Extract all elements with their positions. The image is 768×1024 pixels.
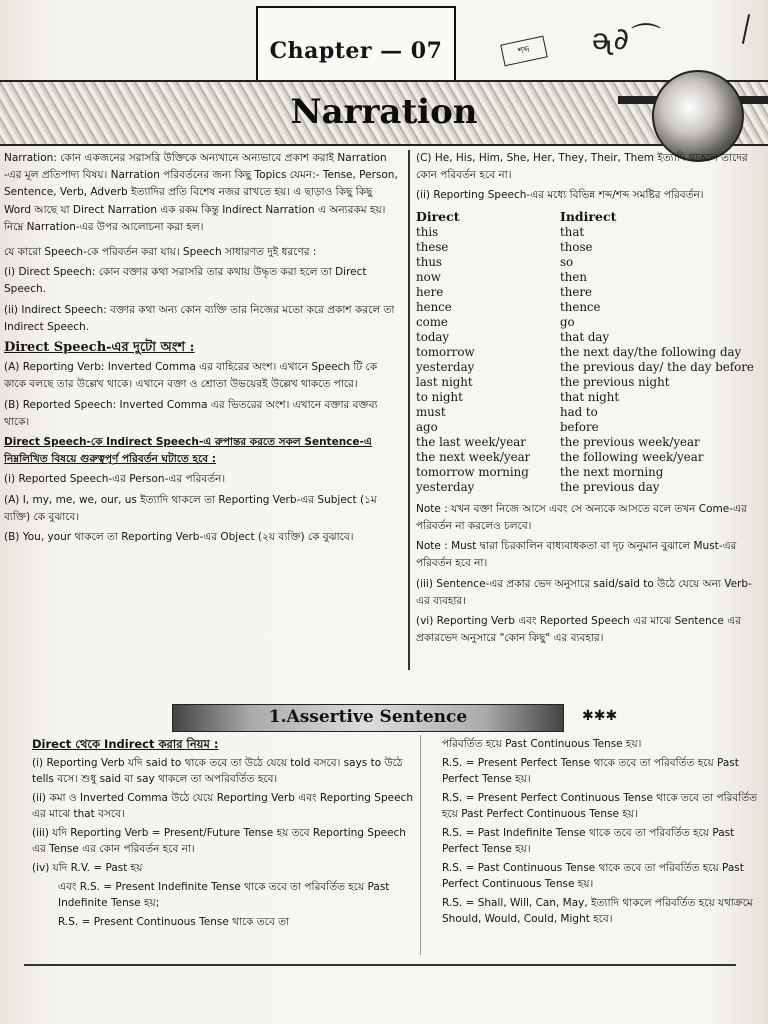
rule-present-rv: (iii) যদি Reporting Verb = Present/Future Tense হয় তবে Reporting Speech এর Tense এর কোন পরিবর্তন হবে না। bbox=[32, 827, 406, 855]
indirect-word: that day bbox=[560, 329, 610, 344]
intro-paragraph: Narration: কোন একজনের সরাসরি উক্তিকে অন্যখানে অন্যভাবে প্রকাশ করাই Narration -এর মূল প্রতিপাদ্য বিষয়। Narration পরিবর্তনের জন্য কিছু Topics যেমন:- Tense, Person, Sentence, Verb, Adverb ইত্যাদির প্রতি বিশেষ নজর রাখতে হয়। এ ছাড়াও কিছু কিছু Word আছে যা Direct Narration এক রকম কিন্তু Indirect Narration এ অন্যরকম হয়। নিম্নে Narration-এর উপর আলোচনা করা হল। bbox=[4, 152, 398, 233]
globe-icon bbox=[652, 70, 744, 162]
direct-word: hence bbox=[416, 299, 452, 314]
word-row bbox=[416, 255, 762, 270]
direct-cell bbox=[416, 480, 560, 495]
rule-comma: (ii) কমা ও Inverted Comma উঠে যেয়ে Reporting Verb এবং Reporting Speech এর মাঝে that বসবে। bbox=[32, 792, 413, 820]
indirect-word: go bbox=[560, 314, 575, 329]
part-a: (A) Reporting Verb: Inverted Comma এর বাহিরের অংশ। এখানে Speech টি কে কাকে বলছে তার উল্লেখ থাকে। এখানে বক্তা ও শ্রোতা উভয়েরই উল্লেখ থাকতে পারে। bbox=[4, 361, 378, 391]
direct-word: thus bbox=[416, 254, 442, 269]
direct-word: the next week/year bbox=[416, 449, 531, 464]
rule-second-person: (B) You, your থাকলে তা Reporting Verb-এর Object (২য় ব্যক্তি) কে বুঝাবে। bbox=[4, 531, 354, 544]
word-row bbox=[416, 240, 762, 255]
indirect-word: that bbox=[560, 224, 585, 239]
rule-present-indefinite: এবং R.S. = Present Indefinite Tense থাকে তবে তা পরিবর্তিত হয়ে Past Indefinite Tense হয়; bbox=[58, 881, 390, 909]
pen-mark bbox=[742, 14, 750, 44]
rule-word-change: (ii) Reporting Speech-এর মধ্যে বিভিন্ন শব্দ/শব্দ সমষ্টির পরিবর্তন। bbox=[416, 189, 704, 202]
direct-word: today bbox=[416, 329, 450, 344]
direct-word: must bbox=[416, 404, 446, 419]
indirect-word: before bbox=[560, 419, 599, 434]
direct-cell bbox=[416, 465, 560, 480]
direct-word: now bbox=[416, 269, 441, 284]
direct-cell bbox=[416, 390, 560, 405]
direct-cell bbox=[416, 405, 560, 420]
indirect-word: those bbox=[560, 239, 593, 254]
indirect-word: the next morning bbox=[560, 464, 664, 479]
indirect-word: then bbox=[560, 269, 587, 284]
direct-word: last night bbox=[416, 374, 473, 389]
direct-cell bbox=[416, 300, 560, 315]
section-title: 1.Assertive Sentence bbox=[268, 707, 468, 727]
word-row bbox=[416, 225, 762, 240]
word-table bbox=[416, 225, 762, 495]
word-row bbox=[416, 285, 762, 300]
direct-cell bbox=[416, 285, 560, 300]
indirect-word: thence bbox=[560, 299, 601, 314]
word-row bbox=[416, 300, 762, 315]
direct-speech-heading: Direct Speech-এর দুটো অংশ : bbox=[4, 340, 195, 356]
column-divider bbox=[408, 150, 410, 670]
conversion-heading: Direct Speech-কে Indirect Speech-এ রুপান্তর করতে সকল Sentence-এ নিম্নলিখিত বিষয়ে গুরুত্বপূর্ণ পরিবর্তন ঘটাতে হবে : bbox=[4, 436, 372, 466]
rule-present-perfect: R.S. = Present Perfect Tense থাকে তবে তা পরিবর্তিত হয়ে Past Perfect Tense হয়। bbox=[442, 757, 739, 785]
right-column bbox=[416, 150, 762, 650]
page-title: Narration bbox=[290, 92, 478, 132]
chapter-label: Chapter — 07 bbox=[269, 38, 443, 64]
direct-word: come bbox=[416, 314, 448, 329]
indirect-word: that night bbox=[560, 389, 620, 404]
rules-heading: Direct থেকে Indirect করার নিয়ম : bbox=[32, 737, 219, 751]
rule-person: (i) Reported Speech-এর Person-এর পরিবর্তন। bbox=[4, 473, 226, 486]
bottom-rule bbox=[24, 964, 736, 966]
indirect-word: the previous day bbox=[560, 479, 660, 494]
rule-past-indefinite: R.S. = Past Indefinite Tense থাকে তবে তা পরিবর্তিত হয়ে Past Perfect Tense হয়। bbox=[442, 827, 735, 855]
type-direct: (i) Direct Speech: কোন বক্তার কথা সরাসরি তার কথায় উদ্ধৃত করা হলে তা Direct Speech. bbox=[4, 266, 367, 296]
word-row bbox=[416, 345, 762, 360]
direct-column-header: Direct bbox=[416, 208, 460, 224]
direct-word: to night bbox=[416, 389, 463, 404]
indirect-word: the next day/the following day bbox=[560, 344, 742, 359]
direct-word: yesterday bbox=[416, 359, 475, 374]
indirect-column-header: Indirect bbox=[560, 208, 617, 224]
word-row bbox=[416, 390, 762, 405]
word-row bbox=[416, 450, 762, 465]
word-row bbox=[416, 315, 762, 330]
direct-cell bbox=[416, 360, 560, 375]
indirect-word: the previous week/year bbox=[560, 434, 700, 449]
direct-word: this bbox=[416, 224, 439, 239]
handwritten-scribble: ᶕ∂⌒ bbox=[592, 22, 664, 57]
column-divider-lower bbox=[420, 735, 421, 955]
indirect-word: so bbox=[560, 254, 574, 269]
direct-word: tomorrow morning bbox=[416, 464, 529, 479]
direct-cell bbox=[416, 330, 560, 345]
direct-cell bbox=[416, 255, 560, 270]
direct-word: the last week/year bbox=[416, 434, 526, 449]
rule-said-to: (i) Reporting Verb যদি said to থাকে তবে তা উঠে যেয়ে told বসবে। says to উঠে tells বসে। শুধু said বা say থাকলে তা অপরিবর্তিত হবে। bbox=[32, 757, 403, 785]
direct-cell bbox=[416, 375, 560, 390]
speech-types: যে কারো Speech-কে পরিবর্তন করা যায়। Speech সাধারণত দুই ধরণের : bbox=[4, 246, 317, 259]
direct-cell bbox=[416, 345, 560, 360]
word-row bbox=[416, 465, 762, 480]
rule-present-continuous: R.S. = Present Continuous Tense থাকে তবে তা bbox=[58, 916, 290, 928]
direct-cell bbox=[416, 435, 560, 450]
indirect-word: had to bbox=[560, 404, 598, 419]
word-row bbox=[416, 420, 762, 435]
rule-past-continuous: পরিবর্তিত হয়ে Past Continuous Tense হয়। bbox=[442, 738, 642, 750]
indirect-word: the previous night bbox=[560, 374, 670, 389]
star-decoration: ✱✱✱ bbox=[582, 708, 618, 724]
bottom-left-column bbox=[32, 736, 414, 933]
word-row bbox=[416, 330, 762, 345]
rule-first-person: (A) I, my, me, we, our, us ইত্যাদি থাকলে তা Reporting Verb-এর Subject (১ম ব্যক্তি) কে বুঝাবে। bbox=[4, 493, 377, 523]
word-row bbox=[416, 435, 762, 450]
type-indirect: (ii) Indirect Speech: বক্তার কথা অন্য কোন ব্যক্তি তার নিজের মতো করে প্রকাশ করলে তা Indirect Speech. bbox=[4, 303, 395, 333]
rule-modals: R.S. = Shall, Will, Can, May, ইত্যাদি থাকলে পরিবর্তিত হয়ে যথাক্রমে Should, Would, Could, Might হবে। bbox=[442, 897, 753, 925]
rule-past-continuous-to-perfect: R.S. = Past Continuous Tense থাকে তবে তা পরিবর্তিত হয়ে Past Perfect Continuous Tense হয়। bbox=[442, 862, 744, 890]
direct-word: yesterday bbox=[416, 479, 475, 494]
note-must: Note : Must দ্বারা চিরকালিন বাধ্যবাধকতা বা দৃঢ় অনুমান বুঝালে Must-এর পরিবর্তন হবে না। bbox=[416, 540, 737, 570]
word-row bbox=[416, 360, 762, 375]
direct-word: these bbox=[416, 239, 449, 254]
indirect-word: the previous day/ the day before bbox=[560, 359, 754, 374]
indirect-word: there bbox=[560, 284, 592, 299]
direct-word: here bbox=[416, 284, 444, 299]
direct-word: tomorrow bbox=[416, 344, 475, 359]
direct-cell bbox=[416, 270, 560, 285]
rule-past-rv: (iv) যদি R.V. = Past হয় bbox=[32, 862, 143, 874]
rule-linker: (vi) Reporting Verb এবং Reported Speech এর মাঝে Sentence এর প্রকারভেদ অনুসারে "কোন কিছু" এর ব্যবহার। bbox=[416, 615, 741, 645]
handwritten-stamp: শব্দ bbox=[500, 36, 548, 67]
direct-cell bbox=[416, 450, 560, 465]
indirect-word: the following week/year bbox=[560, 449, 704, 464]
part-b: (B) Reported Speech: Inverted Comma এর ভিতরের অংশ। এখানে বক্তার বক্তব্য থাকে। bbox=[4, 398, 378, 428]
word-row bbox=[416, 375, 762, 390]
direct-word: ago bbox=[416, 419, 438, 434]
word-row bbox=[416, 480, 762, 495]
direct-cell bbox=[416, 240, 560, 255]
word-row bbox=[416, 405, 762, 420]
direct-cell bbox=[416, 420, 560, 435]
left-column bbox=[4, 150, 400, 549]
word-row bbox=[416, 270, 762, 285]
rule-verb-change: (iii) Sentence-এর প্রকার ভেদ অনুসারে said/said to উঠে যেয়ে অন্য Verb-এর ব্যবহার। bbox=[416, 577, 752, 607]
rule-present-perfect-continuous: R.S. = Present Perfect Continuous Tense থাকে তবে তা পরিবর্তিত হয়ে Past Perfect Continuous Tense হয়। bbox=[442, 792, 758, 820]
section-banner bbox=[172, 704, 564, 732]
note-come: Note : যখন বক্তা নিজে আসে এবং সে অন্যকে আসতে বলে তখন Come-এর পরিবর্তন না করলেও চলবে। bbox=[416, 502, 747, 533]
chapter-box bbox=[256, 6, 456, 82]
bottom-right-column bbox=[442, 736, 760, 930]
direct-cell bbox=[416, 315, 560, 330]
direct-cell bbox=[416, 225, 560, 240]
word-table-header bbox=[416, 208, 762, 225]
rule-third-person: (C) He, His, Him, She, Her, They, Their, Them ইত্যাদি থাকলে তাদের কোন পরিবর্তন হবে না। bbox=[416, 152, 748, 182]
